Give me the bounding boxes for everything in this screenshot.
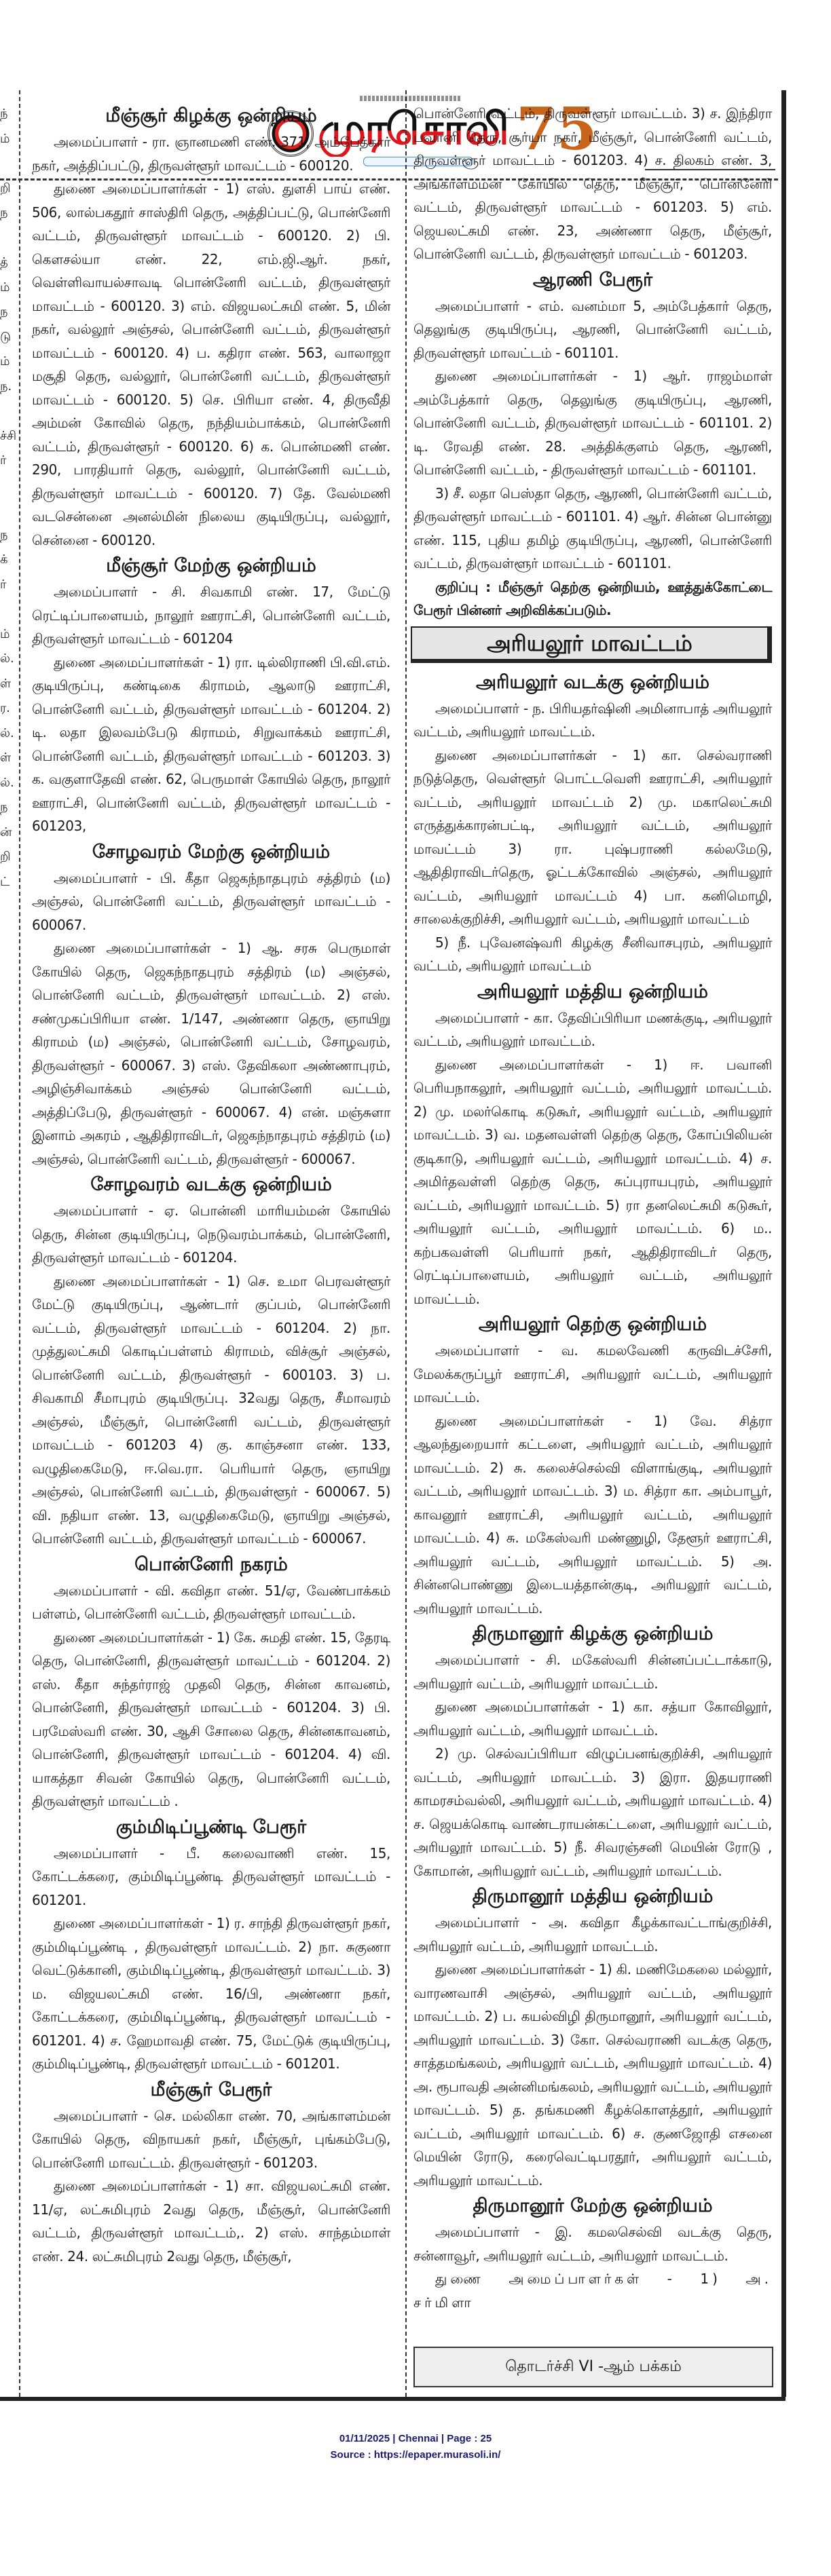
section-heading: கும்மிடிப்பூண்டி பேரூர் (115, 1816, 307, 1838)
paragraph: அமைப்பாளர் - எம். வனம்மா 5, அம்பேத்கார் தெரு, தெலுங்கு குடியிருப்பு, ஆரணி, பொன்னேரி வட்டம், திருவள்ளூர் மாவட்டம் - 601101. (413, 297, 772, 361)
district-heading-box: அரியலூர் மாவட்டம் (411, 626, 772, 663)
text-fragment: ள் (0, 751, 12, 765)
text-fragment: ள் (0, 676, 12, 691)
text-fragment: ர் (0, 577, 7, 592)
text-fragment: ல். (0, 725, 14, 740)
text-fragment: த் (0, 255, 8, 269)
paragraph: அமைப்பாளர் - பி. கீதா ஜெகந்நாதபுரம் சத்திரம் (ம) அஞ்சல், பொன்னேரி வட்டம், திருவள்ளூர் மாவட்டம் - 600067. (32, 869, 390, 933)
anniversary-75-logo: 75 (516, 95, 597, 164)
text-fragment: ல். (0, 651, 14, 666)
paragraph: துணை அமைப்பாளர்கள் - 1) கே. சுமதி எண். 15, தேரடி தெரு, பொன்னேரி, திருவள்ளூர் மாவட்டம் - 601204. 2) எஸ். கீதா சுந்தர்ராஜ் முதலி தெரு, சின்ன காவனம், பொன்னேரி, திருவள்ளூர் மாவட்டம் - 601204. 3) பி. பரமேஸ்வரி எண். 30, ஆசி சோலை தெரு, சின்னகாவனம், பொன்னேரி, திருவள்ளூர் மாவட்டம் - 601204. 4) வி. யாகத்தா சிவன் கோயில் தெரு, பொன்னேரி வட்டம், திருவள்ளூர் மாவட்டம் . (32, 1629, 390, 1809)
paragraph: அமைப்பாளர் - சி. மகேஸ்வரி சின்னப்பட்டாக்காடு, அரியலூர் வட்டம், அரியலூர் மாவட்டம். (413, 1652, 772, 1692)
section-heading: மீஞ்சூர் கிழக்கு ஒன்றியம் (105, 105, 317, 126)
paragraph: அமைப்பாளர் - அ. கவிதா கீழக்காவட்டாங்குறிச்சி, அரியலூர் வட்டம், அரியலூர் மாவட்டம். (413, 1914, 772, 1954)
section-heading: அரியலூர் தெற்கு ஒன்றியம் (478, 1314, 707, 1335)
footer-source-link[interactable]: Source : https://epaper.murasoli.in/ (330, 2449, 501, 2461)
paragraph: துணை அமைப்பாளர்கள் - 1) ஆ. சரசு பெருமாள் கோயில் தெரு, ஜெகந்நாதபுரம் சத்திரம் (ம) அஞ்சல், பொன்னேரி வட்டம், திருவள்ளூர் மாவட்டம். 2) எஸ். சண்முகப்பிரியா எண். 1/147, அண்ணா தெரு, ஞாயிறு கிராமம் (ம) அஞ்சல், பொன்னேரி வட்டம், சோழவரம், திருவள்ளூர் - 600067. 3) எஸ். தேவிகலா அண்ணாபுரம், அழிஞ்சிவாக்கம் அஞ்சல் பொன்னேரி வட்டம், அத்திப்பேடு, திருவள்ளூர் - 600067. 4) என். மஞ்சுளா இனாம் அகரம் , ஆதிதிராவிடர், ஜெகந்நாதபுரம் சத்திரம் (ம) அஞ்சல், பொன்னேரி வட்டம், திருவள்ளூர் - 600067. (32, 940, 390, 1167)
article-column-1 (32, 90, 407, 2397)
paragraph: துணை அமைப்பாளர்கள் - 1) எஸ். துளசி பாய் எண். 506, லால்பகதூர் சாஸ்திரி தெரு, அத்திப்பட்டு, பொன்னேரி வட்டம், திருவள்ளூர் மாவட்டம் - 600120. 2) பி. கௌசல்யா எண். 22, எம்.ஜி.ஆர். நகர், வெள்ளிவாயல்சாவடி பொன்னேரி வட்டம், திருவள்ளூர் மாவட்டம் - 600120. 3) எம். விஜயலட்சுமி எண். 5, மின் நகர், வல்லூர் அஞ்சல், பொன்னேரி வட்டம், திருவள்ளூர் மாவட்டம் - 600120. 4) ப. கதிரா எண். 563, வாலாஜா மசூதி தெரு, வல்லூர், பொன்னேரி வட்டம், திருவள்ளூர் மாவட்டம் - 600120. 5) செ. பிரியா எண். 4, திருவீதி அம்மன் கோவில் தெரு, நந்தியம்பாக்கம், பொன்னேரி வட்டம், திருவள்ளூர் - 600120. 6) க. பொன்மணி எண். 290, பாரதியார் தெரு, வல்லூர், பொன்னேரி வட்டம், திருவள்ளூர் மாவட்டம் - 600120. 7) தே. வேல்மணி வடசென்னை அனல்மின் நிலைய குடியிருப்பு, வல்லூர், சென்னை - 600120. (32, 181, 390, 548)
text-fragment: டு (0, 329, 12, 344)
text-fragment: ந (0, 527, 8, 542)
text-fragment (0, 226, 19, 251)
paragraph: துணை அமைப்பாளர்கள் - 1) சா. விஜயலட்சுமி எண். 11/ஏ, லட்சுமிபுரம் 2வது தெரு, மீஞ்சூர், பொன்னேரி வட்டம், திருவள்ளூர் மாவட்டம்,. 2) எஸ். சாந்தம்மாள் எண். 24. லட்சுமிபுரம் 2வது தெரு, மீஞ்சூர், (32, 2178, 390, 2265)
text-fragment: ந (0, 305, 8, 319)
text-fragment: றி (0, 181, 11, 195)
paragraph: துணை அமைப்பாளர்கள் - 1) வே. சித்ரா ஆலந்துறையார் கட்டளை, அரியலூர் வட்டம், அரியலூர் மாவட்டம். 2) சு. கலைச்செல்வி விளாங்குடி, அரியலூர் வட்டம், அரியலூர் மாவட்டம். 3) ம. சித்ரா கா. அம்பாபூர், காவனூர் ஊராட்சி, அரியலூர் வட்டம், அரியலூர் மாவட்டம். 4) சு. மகேஸ்வரி மண்ணுழி, தேளூர் ஊராட்சி, அரியலூர் வட்டம், அரியலூர் மாவட்டம். 5) அ. சின்னபொண்ணு இடையத்தான்குடி, அரியலூர் வட்டம், அரியலூர் மாவட்டம். (413, 1412, 772, 1616)
text-fragment (0, 151, 19, 176)
paragraph: பொன்னேரி வட்டம், திருவள்ளூர் மாவட்டம். 3) ச. இந்திரா பவானி தெரு, சூர்யா நகர், மீஞ்சூர், பொன்னேரி வட்டம், திருவள்ளூர் மாவட்டம் - 601203. 4) ச. திலகம் எண். 3, அங்காளம்மன் கோயில் தெரு, மீஞ்சூர், பொன்னேரி வட்டம், திருவள்ளூர் மாவட்டம் - 601203. 5) எம். ஜெயலட்சுமி எண். 23, அண்ணா தெரு, மீஞ்சூர், பொன்னேரி வட்டம், திருவள்ளூர் மாவட்டம் - 601203. (413, 105, 772, 262)
paragraph: அமைப்பாளர் - கா. தேவிப்பிரியா மணக்குடி, அரியலூர் வட்டம், அரியலூர் மாவட்டம். (413, 1009, 772, 1049)
paragraph: அமைப்பாளர் - சி. சிவகாமி எண். 17, மேட்டு ரெட்டிப்பாளையம், நாலூர் ஊராட்சி, பொன்னேரி வட்டம், திருவள்ளூர் மாவட்டம் - 601204 (32, 584, 390, 647)
paragraph: துணை அமைப்பாளர்கள் - 1) ரா. டில்லிராணி பி.வி.எம். குடியிருப்பு, கண்டிகை கிராமம், ஆலாடு ஊராட்சி, பொன்னேரி வட்டம், திருவள்ளூர் மாவட்டம் - 601204. 2) டி. லதா இலவம்பேடு கிராமம், சிறுவாக்கம் ஊராட்சி, பொன்னேரி வட்டம், திருவள்ளூர் மாவட்டம் - 601203. 3) க. வகுளாதேவி எண். 62, பெருமாள் கோயில் தெரு, நாலூர் ஊராட்சி, பொன்னேரி வட்டம், திருவள்ளூர் மாவட்டம் - 601203, (32, 654, 390, 834)
page-body (0, 90, 786, 2397)
text-fragment: ர. (0, 701, 11, 715)
paragraph: துணை அமைப்பாளர்கள் - 1) கி. மணிமேகலை மல்லூர், வாரணவாசி அஞ்சல், அரியலூர் வட்டம், அரியலூர் மாவட்டம். 2) ப. கயல்விழி திருமானூர், அரியலூர் வட்டம், அரியலூர் மாவட்டம். 3) கோ. செல்வராணி வடக்கு தெரு, சாத்தமங்கலம், அரியலூர் வட்டம், அரியலூர் மாவட்டம். 4) அ. ரூபாவதி அன்னிமங்கலம், அரியலூர் வட்டம், அரியலூர் மாவட்டம். 5) த. தங்கமணி கீழக்கொளத்தூர், அரியலூர் வட்டம், அரியலூர் மாவட்டம். 6) ச. குணஜோதி எசனை மெயின் ரோடு, கரைவெட்டிபரதூர், அரியலூர் வட்டம், அரியலூர் மாவட்டம். (413, 1961, 772, 2189)
text-fragment: ன் (0, 825, 12, 839)
text-fragment (0, 474, 19, 499)
newspaper-logo: முரசொலி (318, 102, 508, 157)
continuation-box: தொடர்ச்சி VI -ஆம் பக்கம் (413, 2347, 773, 2387)
text-fragment: ந் (0, 107, 8, 121)
section-heading: பொன்னேரி நகரம் (134, 1553, 288, 1575)
text-fragment: ல். (0, 775, 14, 790)
paragraph: துணை அமைப்பாளர்கள் - 1) கா. சத்யா கோவிலூர், அரியலூர் வட்டம், அரியலூர் மாவட்டம். (413, 1699, 772, 1739)
paragraph: 2) மு. செல்வப்பிரியா விழுப்பனங்குறிச்சி, அரியலூர் வட்டம், அரியலூர் மாவட்டம். 3) இரா. இதயராணி காமரசம்வல்லி, அரியலூர் வட்டம், அரியலூர் மாவட்டம். 4) ச. ஜெயக்கொடி வாண்டராயன்கட்டளை, அரியலூர் வட்டம், அரியலூர் மாவட்டம். 5) நீ. சிவரஞ்சனி மெயின் ரோடு , கோமான், அரியலூர் வட்டம், அரியலூர் மாவட்டம். (413, 1745, 772, 1879)
paragraph: அமைப்பாளர் - பீ. கலைவாணி எண். 15, கோட்டக்கரை, கும்மிடிப்பூண்டி திருவள்ளூர் மாவட்டம் - 601201. (32, 1844, 390, 1908)
section-heading: மீஞ்சூர் பேரூர் (150, 2079, 272, 2100)
text-fragment: ம் (0, 280, 10, 295)
footer-date-page: 01/11/2025 | Chennai | Page : 25 (339, 2433, 492, 2444)
section-heading: அரியலூர் வடக்கு ஒன்றியம் (476, 671, 709, 693)
article-column-2 (413, 90, 786, 2397)
paragraph: அமைப்பாளர் - இ. கமலசெல்வி வடக்கு தெரு, சன்னாவூர், அரியலூர் வட்டம், அரியலூர் மாவட்டம். (413, 2224, 772, 2264)
paragraph: 3) சீ. லதா பெஸ்தா தெரு, ஆரணி, பொன்னேரி வட்டம், திருவள்ளூர் மாவட்டம் - 601101. 4) ஆர். சின்ன பொன்னு எண். 115, புதிய தமிழ் குடியிருப்பு, ஆரணி, பொன்னேரி வட்டம், திருவள்ளூர் மாவட்டம் - 601101. (413, 485, 772, 571)
section-heading: திருமானூர் மத்திய ஒன்றியம் (472, 1886, 714, 1907)
section-heading: சோழவரம் மேற்கு ஒன்றியம் (92, 841, 331, 863)
paragraph: துணை அமைப்பாளர்கள் - 1) ஆர். ராஜம்மாள் அம்பேத்கார் தெரு, தெலுங்கு குடியிருப்பு, ஆரணி, பொன்னேரி வட்டம், திருவள்ளூர் மாவட்டம் - 601101. 2) டி. ரேவதி எண். 28. அத்திக்குளம் தெரு, ஆரணி, பொன்னேரி வட்டம், - திருவள்ளூர் மாவட்டம் - 601101. (413, 368, 772, 478)
paragraph: அமைப்பாளர் - ந. பிரியதர்ஷினி அமினாபாத் அரியலூர் வட்டம், அரியலூர் மாவட்டம். (413, 700, 772, 740)
paragraph: துணை அமைப்பாளர்கள் - 1) கா. செல்வராணி நடுத்தெரு, வெள்ளூர் பொட்டவெளி ஊராட்சி, அரியலூர் வட்டம், அரியலூர் மாவட்டம் 2) மு. மகாலெட்சுமி எருத்துக்காரன்பட்டி, அரியலூர் வட்டம், அரியலூர் மாவட்டம் 3) ரா. புஷ்பராணி கல்லமேடு, ஆதிதிராவிடர்தெரு, ஓட்டக்கோவில் அஞ்சல், அரியலூர் வட்டம், அரியலூர் மாவட்டம் 4) பா. கனிமொழி, சாலைக்குறிச்சி, அரியலூர் வட்டம், அரியலூர் மாவட்டம் (413, 746, 772, 927)
paragraph: அமைப்பாளர் - ஏ. பொன்னி மாரியம்மன் கோயில் தெரு, சின்ன குடியிருப்பு, நெடுவரம்பாக்கம், பொன்னேரி, திருவள்ளூர் மாவட்டம் - 601204. (32, 1202, 390, 1266)
page-footer (0, 2431, 831, 2477)
text-fragment: ந. (0, 379, 12, 394)
text-fragment (0, 597, 19, 622)
paragraph: அமைப்பாளர் - வ. கமலவேணி கருவிடச்சேரி, மேலக்கருப்பூர் ஊராட்சி, அரியலூர் வட்டம், அரியலூர் மாவட்டம். (413, 1342, 772, 1405)
text-fragment: க் (0, 552, 8, 567)
section-heading: அரியலூர் மத்திய ஒன்றியம் (477, 981, 709, 1002)
text-fragment (0, 399, 19, 424)
note-paragraph: குறிப்பு : மீஞ்சூர் தெற்கு ஒன்றியம், ஊத்துக்கோட்டை பேரூர் பின்னர் அறிவிக்கப்படும். (413, 578, 772, 618)
paragraph: துணை அமைப்பாளர்கள் - 1) ஈ. பவானி பெரியநாகலூர், அரியலூர் வட்டம், அரியலூர் மாவட்டம். 2) மு. மலர்கொடி கடுகூர், அரியலூர் வட்டம், அரியலூர் மாவட்டம். 3) வ. மதனவள்ளி தெற்கு தெரு, கோப்பிலியன் குடிகாடு, அரியலூர் வட்டம், அரியலூர் மாவட்டம். 4) ச. அமிர்தவள்ளி தெற்கு தெரு, சுப்புராயபுரம், அரியலூர் வட்டம், அரியலூர் மாவட்டம். 5) ரா தனலெட்சுமி கடுகூர், அரியலூர் வட்டம், அரியலூர் மாவட்டம். 6) ம.. கற்பகவள்ளி பெரியார் நகர், ஆதிதிராவிடர் தெரு, ரெட்டிப்பாளையம், அரியலூர் வட்டம், அரியலூர் மாவட்டம். (413, 1056, 772, 1307)
text-fragment: ம் (0, 354, 10, 368)
previous-column-fragment (0, 90, 20, 2397)
section-heading: சோழவரம் வடக்கு ஒன்றியம் (90, 1174, 332, 1195)
paragraph: 5) நீ. புவேனஷ்வரி கிழக்கு சீனிவாசபுரம், அரியலூர் வட்டம், அரியலூர் மாவட்டம் (413, 934, 772, 974)
text-fragment (0, 498, 19, 523)
text-fragment: ந (0, 206, 8, 220)
section-heading: ஆரணி பேரூர் (532, 269, 653, 290)
text-fragment: ச்சி (0, 428, 17, 443)
text-fragment: ட் (0, 874, 10, 889)
paragraph: துணை அமைப்பாளர்கள் - 1) அ. சர்மிளா (413, 2271, 772, 2311)
section-heading: திருமானூர் மேற்கு ஒன்றியம் (473, 2195, 713, 2216)
text-fragment: ம் (0, 626, 10, 641)
bottom-rule (0, 2397, 786, 2401)
section-heading: மீஞ்சூர் மேற்கு ஒன்றியம் (106, 555, 316, 576)
paragraph: துணை அமைப்பாளர்கள் - 1) ர. சாந்தி திருவள்ளூர் நகர், கும்மிடிப்பூண்டி , திருவள்ளூர் மாவட்டம். 2) நா. சுகுணா வெட்டுக்கானி, கும்மிடிப்பூண்டி, திருவள்ளூர் மாவட்டம். 3) ம. விஜயலட்சுமி எண். 16/பி, அண்ணா நகர், கோட்டக்கரை, கும்மிடிப்பூண்டி, திருவள்ளூர் மாவட்டம் - 601201. 4) ச. ஹேமாவதி எண். 75, மேட்டுக் குடியிருப்பு, கும்மிடிப்பூண்டி, திருவள்ளூர் மாவட்டம் - 601201. (32, 1915, 390, 2072)
section-heading: திருமானூர் கிழக்கு ஒன்றியம் (472, 1623, 714, 1644)
paragraph: அமைப்பாளர் - ரா. ஞானமணி எண். 371, அம்பேத்கார் நகர், அத்திப்பட்டு, திருவள்ளூர் மாவட்டம் - 600120. (32, 134, 390, 174)
text-fragment: ந (0, 800, 8, 814)
text-fragment: ர் (0, 453, 7, 468)
paragraph: துணை அமைப்பாளர்கள் - 1) செ. உமா பெரவள்ளூர் மேட்டு குடியிருப்பு, ஆண்டார் குப்பம், பொன்னேரி வட்டம், திருவள்ளூர் மாவட்டம் - 601204. 2) நா. முத்துலட்சுமி கொடிப்பள்ளம் கிராமம், விச்சூர் அஞ்சல், பொன்னேரி வட்டம், திருவள்ளூர் - 600103. 3) ப. சிவகாமி சீமாபுரம் குடியிருப்பு. 32வது தெரு, சீமாவரம் அஞ்சல், மீஞ்சூர், பொன்னேரி வட்டம், திருவள்ளூர் மாவட்டம் - 601203 4) கு. காஞ்சனா எண். 133, வழுதிகைமேடு, ஈ.வெ.ரா. பெரியார் தெரு, ஞாயிறு அஞ்சல், பொன்னேரி வட்டம், திருவள்ளூர் - 600067. 5) வி. நதியா எண். 13, வழுதிகைமேடு, ஞாயிறு அஞ்சல், பொன்னேரி வட்டம், திருவள்ளூர் மாவட்டம் - 600067. (32, 1272, 390, 1547)
text-fragment: றி (0, 850, 11, 864)
paragraph: அமைப்பாளர் - வி. கவிதா எண். 51/ஏ, வேண்பாக்கம் பள்ளம், பொன்னேரி வட்டம், திருவள்ளூர் மாவட்டம். (32, 1582, 390, 1622)
column-spacer (413, 2314, 772, 2328)
paragraph: அமைப்பாளர் - செ. மல்லிகா எண். 70, அங்காளம்மன் கோயில் தெரு, விநாயகர் நகர், மீஞ்சூர், புங்கம்பேடு, பொன்னேரி மாவட்டம். திருவள்ளூர் - 601203. (32, 2107, 390, 2171)
text-fragment: ம் (0, 131, 10, 146)
